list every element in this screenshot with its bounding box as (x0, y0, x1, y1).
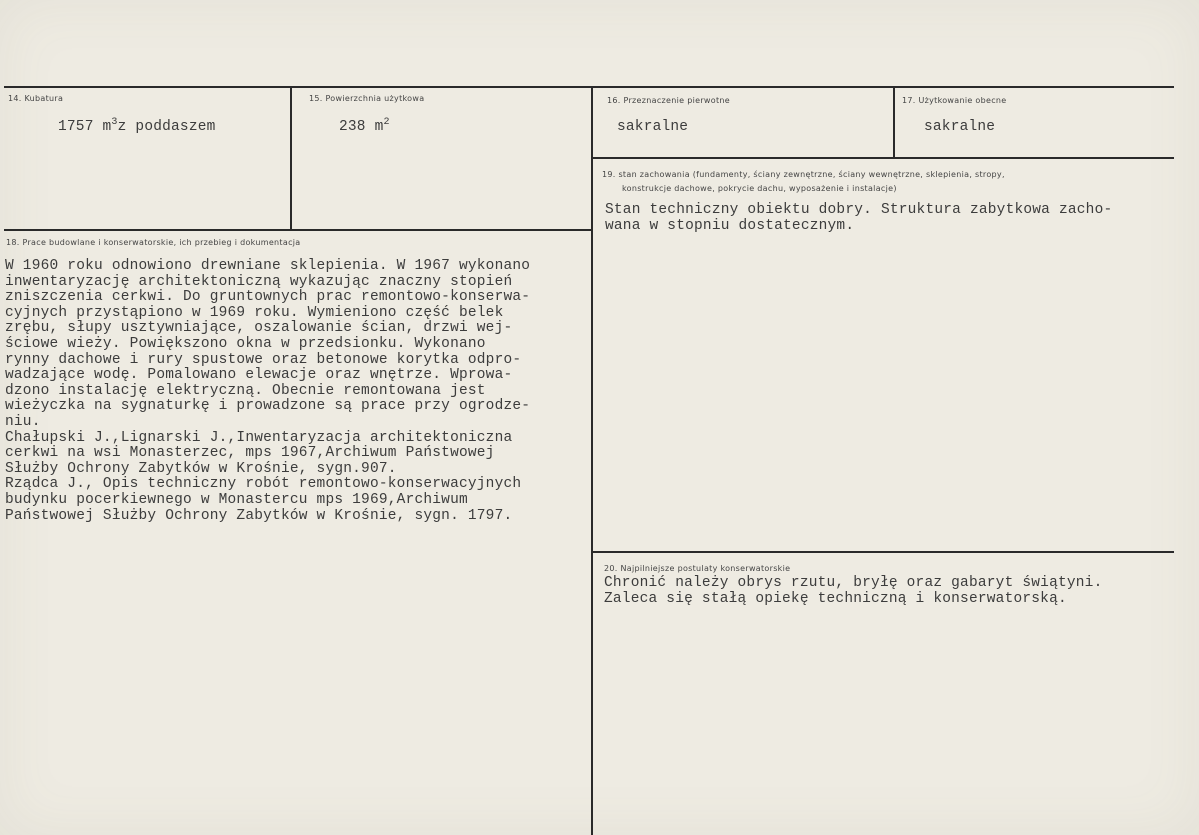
text-line: Służby Ochrony Zabytków w Krośnie, sygn.907. (5, 460, 397, 477)
divider-14-15 (290, 86, 292, 229)
top-border (4, 86, 1174, 88)
text-line: W 1960 roku odnowiono drewniane sklepienia. W 1967 wykonano (5, 258, 531, 274)
divider-16-17 (893, 86, 895, 157)
text-line: niu. (5, 413, 41, 430)
volume-note: z poddaszem (117, 119, 216, 135)
text-line: budynku pocerkiewnego w Monastercu mps 1969,Archiwum (5, 491, 468, 508)
text-line: cerkwi na wsi Monasterzec, mps 1967,Archiwum Państwowej (5, 445, 495, 462)
field-19-label-line2: konstrukcje dachowe, pokrycie dachu, wyposażenie i instalacje) (622, 184, 897, 193)
right-row2-divider (592, 551, 1174, 553)
text-line: dzono instalację elektryczną. Obecnie remontowana jest (5, 382, 486, 399)
field-17-value: sakralne (924, 119, 996, 135)
area-number: 238 m (339, 119, 384, 135)
volume-exponent: 3 (111, 117, 118, 128)
text-line: cyjnych przystąpiono w 1969 roku. Wymieniono część belek (5, 304, 504, 321)
text-line: zniszczenia cerkwi. Do gruntownych prac remontowo-konserwa- (5, 289, 531, 306)
field-18-text (5, 259, 530, 524)
text-line: Chronić należy obrys rzutu, bryłę oraz gabaryt świątyni. (604, 575, 1103, 591)
field-19-text (605, 203, 1112, 234)
area-exponent: 2 (383, 117, 390, 128)
field-18-label: 18. Prace budowlane i konserwatorskie, ich przebieg i dokumentacja (6, 238, 301, 247)
field-15-label: 15. Powierzchnia użytkowa (309, 94, 425, 103)
field-14-value (58, 117, 216, 135)
field-19-label-line1: 19. stan zachowania (fundamenty, ściany zewnętrzne, ściany wewnętrzne, sklepienia, stropy, (602, 170, 1005, 179)
field-14-label: 14. Kubatura (8, 94, 64, 103)
field-16-value: sakralne (617, 119, 689, 135)
text-line: ściowe wieży. Powiększono okna w przedsionku. Wykonano (5, 335, 486, 352)
text-line: zrębu, słupy usztywniające, oszalowanie ścian, drzwi wej- (5, 320, 513, 337)
text-line: Rządca J., Opis techniczny robót remontowo-konserwacyjnych (5, 476, 522, 493)
field-17-label: 17. Użytkowanie obecne (902, 96, 1007, 105)
right-row1-divider (592, 157, 1174, 159)
text-line: inwentaryzację architektoniczną wykazując znaczny stopień (5, 273, 513, 290)
text-line: rynny dachowe i rury spustowe oraz betonowe korytka odpro- (5, 351, 522, 368)
field-20-label: 20. Najpilniejsze postulaty konserwatorskie (604, 564, 791, 573)
text-line: Państwowej Służby Ochrony Zabytków w Krośnie, sygn. 1797. (5, 507, 513, 524)
field-16-label: 16. Przeznaczenie pierwotne (607, 96, 730, 105)
mid-left-divider (4, 229, 592, 231)
field-20-text (604, 576, 1102, 607)
center-divider (591, 86, 593, 835)
text-line: Stan techniczny obiektu dobry. Struktura zabytkowa zacho- (605, 202, 1113, 218)
volume-number: 1757 m (58, 119, 112, 135)
text-line: wieżyczka na sygnaturkę i prowadzone są prace przy ogrodze- (5, 398, 531, 415)
text-line: Zaleca się stałą opiekę techniczną i konserwatorską. (604, 590, 1067, 607)
text-line: wana w stopniu dostatecznym. (605, 217, 855, 234)
text-line: Chałupski J.,Lignarski J.,Inwentaryzacja architektoniczna (5, 429, 513, 446)
field-15-value (339, 117, 390, 135)
text-line: wadzające wodę. Pomalowano elewacje oraz wnętrze. Wprowa- (5, 367, 513, 384)
